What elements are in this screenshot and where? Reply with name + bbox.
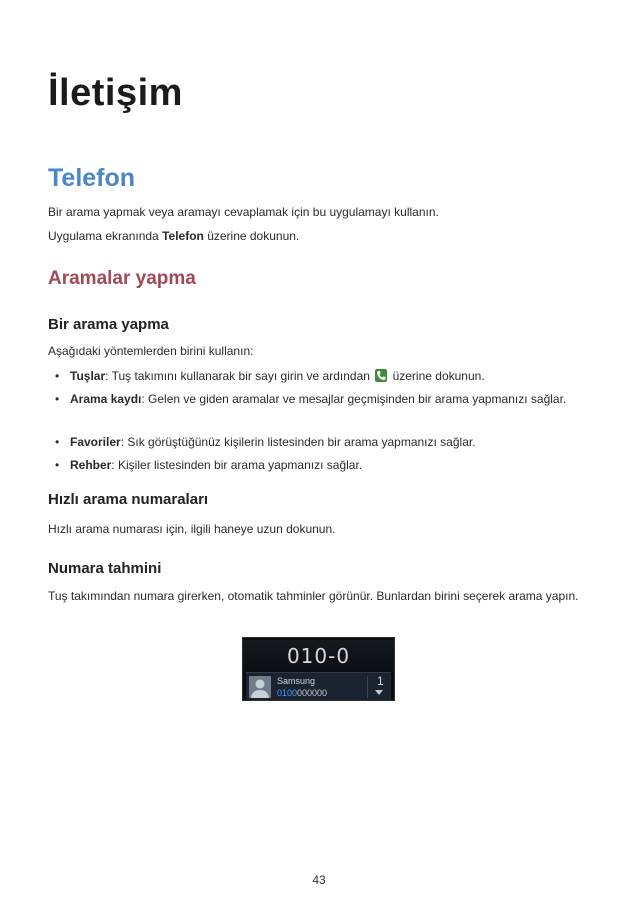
contact-name: Samsung	[277, 676, 316, 686]
speed-dial-heading: Hızlı arama numaraları	[48, 491, 209, 508]
bullet-item-logs	[55, 390, 575, 409]
bullet-item-keypad	[55, 367, 575, 386]
page-number: 43	[312, 873, 326, 887]
bullet-text: : Tuş takımını kullanarak bir sayı girin ve ardından	[105, 369, 374, 383]
bullet-text: : Gelen ve giden aramalar ve mesajlar geçmişinden bir arama yapmanızı sağlar.	[141, 392, 567, 406]
intro-line-2-after: üzerine dokunun.	[203, 229, 300, 243]
phone-call-icon	[375, 369, 387, 382]
bullet-text: : Kişiler listesinden bir arama yapmanızı sağlar.	[111, 458, 363, 472]
make-call-heading: Bir arama yapma	[48, 316, 169, 333]
bullet-item-contacts	[55, 456, 575, 475]
bullet-item-favorites	[55, 433, 575, 452]
bullet-dot: •	[55, 458, 60, 472]
number-match: 0100	[277, 688, 298, 698]
bullet-term: Arama kaydı	[70, 392, 142, 406]
divider	[367, 676, 368, 698]
bullet-term: Rehber	[70, 458, 112, 472]
bullet-term: Favoriler	[70, 435, 121, 449]
match-count: 1	[377, 674, 384, 688]
section-title: Telefon	[48, 164, 136, 192]
bullet-text-after: üzerine dokunun.	[389, 369, 485, 383]
chapter-title: İletişim	[48, 72, 183, 114]
speed-dial-text: Hızlı arama numarası için, ilgili haneye uzun dokunun.	[48, 522, 336, 536]
dialer-screenshot	[242, 637, 395, 701]
prediction-heading: Numara tahmini	[48, 560, 162, 577]
chevron-down-icon	[375, 690, 383, 695]
intro-line-1: Bir arama yapmak veya aramayı cevaplamak için bu uygulamayı kullanın.	[48, 205, 439, 219]
intro-app-name: Telefon	[162, 229, 204, 243]
prediction-text: Tuş takımından numara girerken, otomatik tahminler görünür. Bunlardan birini seçerek arama yapın.	[48, 589, 579, 603]
make-call-lead: Aşağıdaki yöntemlerden birini kullanın:	[48, 344, 254, 358]
bullet-dot: •	[55, 392, 60, 406]
bullet-dot: •	[55, 369, 60, 383]
contact-number	[277, 688, 327, 698]
bullet-term: Tuşlar	[70, 369, 106, 383]
avatar	[249, 676, 271, 698]
dialed-number: 010-0	[243, 640, 394, 672]
bullet-text: : Sık görüştüğünüz kişilerin listesinden bir arama yapmanızı sağlar.	[120, 435, 476, 449]
intro-line-2	[48, 228, 299, 245]
bullet-dot: •	[55, 435, 60, 449]
contact-suggestion	[246, 672, 391, 701]
intro-line-2-before: Uygulama ekranında	[48, 229, 163, 243]
subsection-title: Aramalar yapma	[48, 268, 196, 289]
number-rest: 000000	[297, 688, 328, 698]
